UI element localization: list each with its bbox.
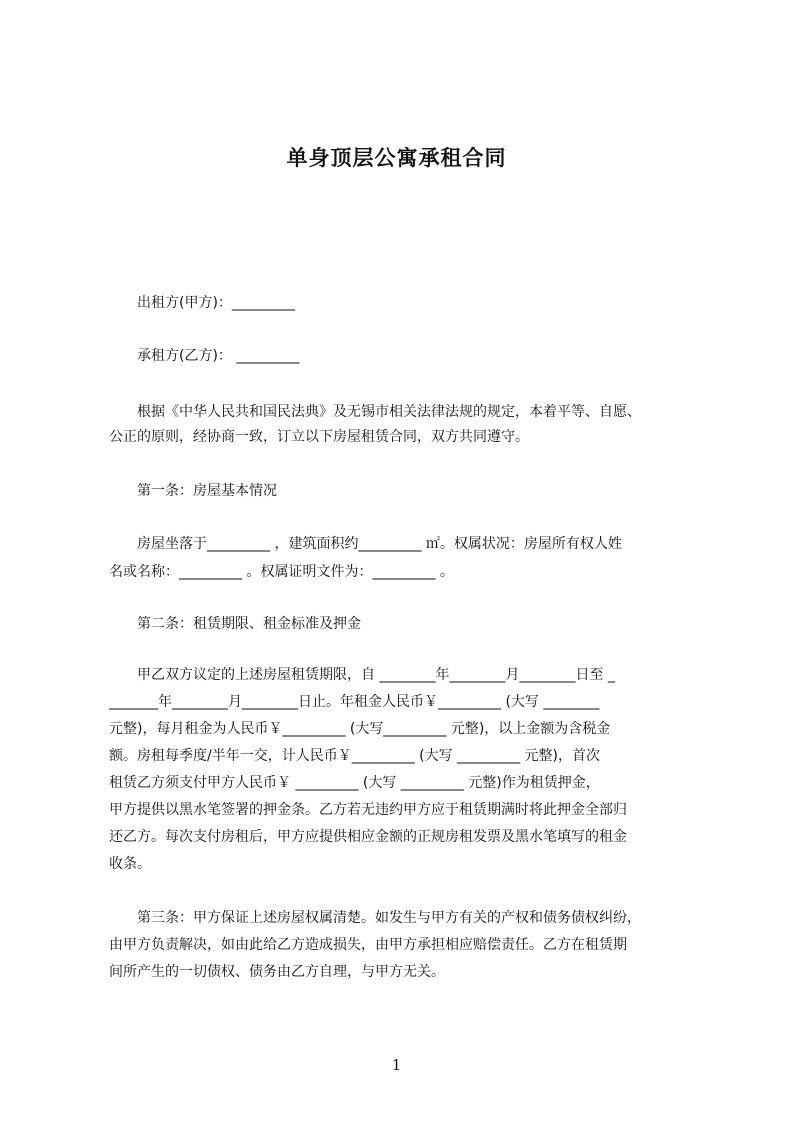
article-3-line: 第三条：甲方保证上述房屋权属清楚。如发生与甲方有关的产权和债务债权纠纷，: [137, 910, 641, 926]
article-2-line: 租赁乙方须支付甲方人民币￥ _________ (大写 _________ 元整)作为租赁押金，: [109, 775, 600, 791]
article-2-heading: 第二条：租赁期限、租金标准及押金: [137, 616, 361, 632]
page-number: 1: [391, 1056, 402, 1074]
article-3-line: 间所产生的一切债权、债务由乙方自理，与甲方无关。: [109, 964, 445, 980]
article-2-line: 额。房租每季度/半年一交，计人民币￥_________ (大写 _________ 元整)，首次: [109, 748, 600, 764]
lessor-line: 出租方(甲方)：_________: [137, 295, 295, 311]
article-2-line: 还乙方。每次支付房租后，甲方应提供相应金额的正规房租发票及黑水笔填写的租金: [109, 829, 627, 845]
intro-line: 根据《中华人民共和国民法典》及无锡市相关法律法规的规定，本着平等、自愿、: [137, 404, 641, 420]
article-2-line: 收条。: [109, 856, 151, 872]
article-2-line: 甲方提供以黑水笔签署的押金条。乙方若无违约甲方应于租赁期满时将此押金全部归: [109, 802, 627, 818]
article-2-line: _______年________月________日止。年租金人民币￥_________ (大写 ________: [109, 694, 600, 710]
lessee-line: 承租方(乙方)： _________: [137, 348, 300, 364]
article-2-line: 甲乙双方议定的上述房屋租赁期限，自 ________年________月________日至 _: [137, 667, 615, 683]
article-1-line: 房屋坐落于_________ ，建筑面积约_________ ㎡。权属状况：房屋所有权人姓: [137, 536, 622, 552]
article-1-line: 名或名称：_________ 。权属证明文件为：_________ 。: [109, 564, 454, 580]
article-3-line: 由甲方负责解决，如由此给乙方造成损失，由甲方承担相应赔偿责任。乙方在租赁期: [109, 937, 627, 953]
article-2-line: 元整)，每月租金为人民币￥_________ (大写_________ 元整)，以上金额为含税金: [109, 721, 611, 737]
document-title: 单身顶层公寓承租合同: [286, 146, 507, 170]
article-1-heading: 第一条：房屋基本情况: [137, 483, 277, 499]
intro-line: 公正的原则，经协商一致，订立以下房屋租赁合同，双方共同遵守。: [109, 429, 529, 445]
